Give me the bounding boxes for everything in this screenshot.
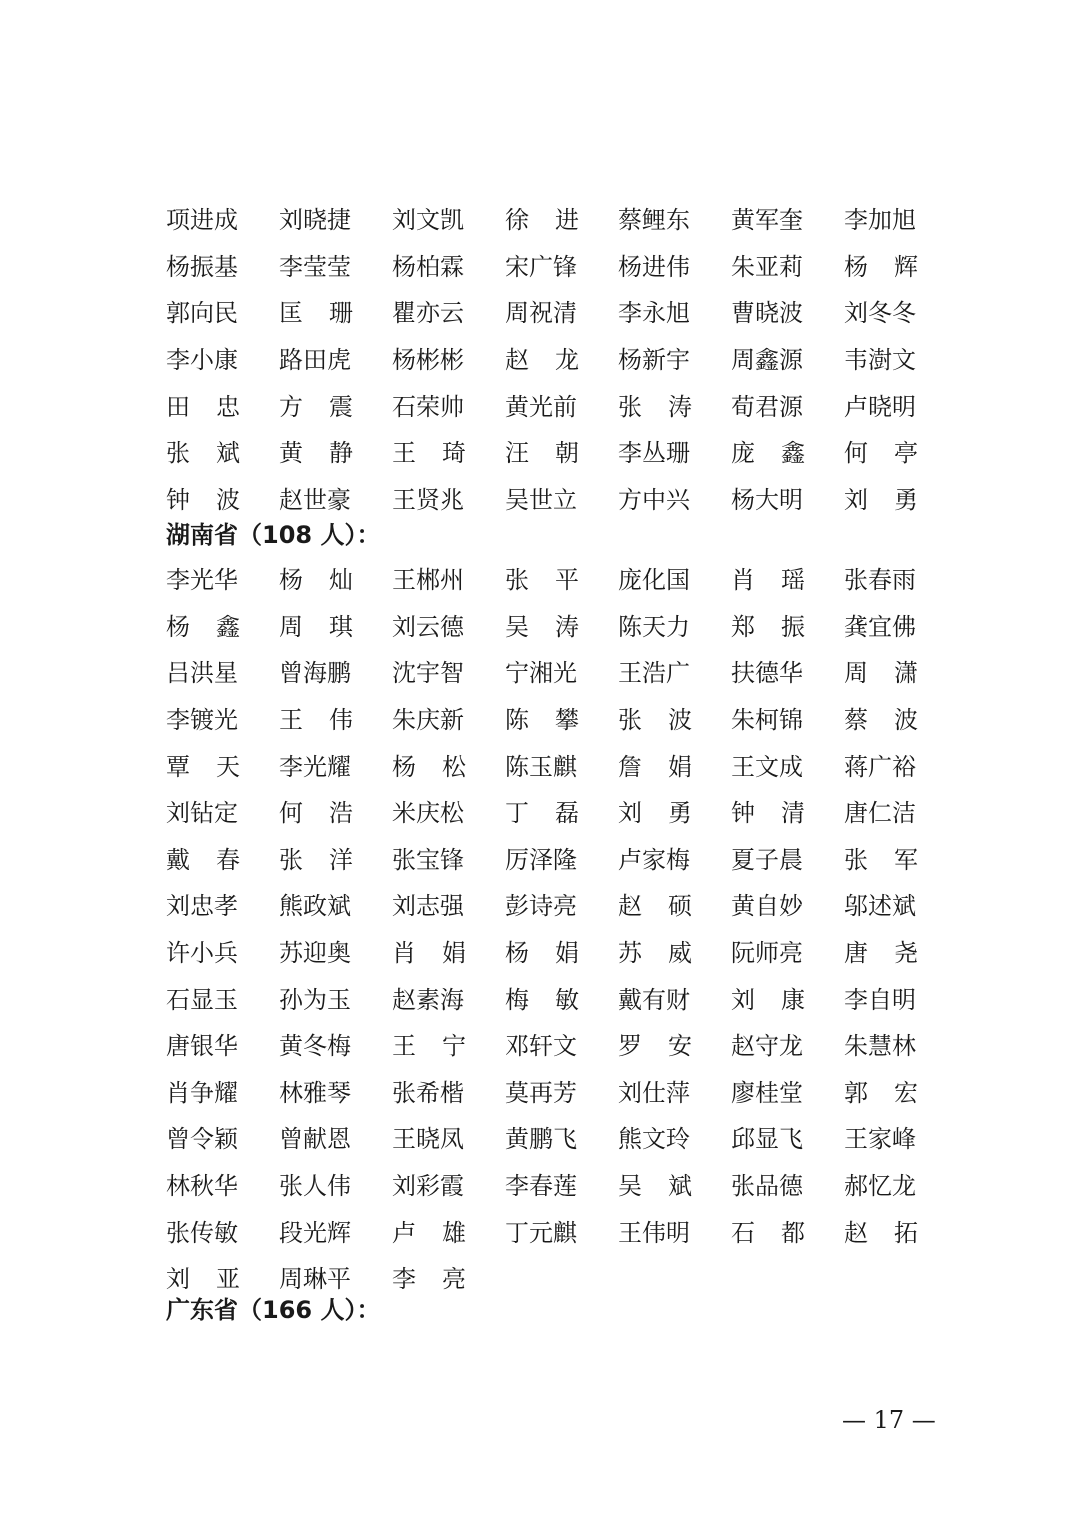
person-name: 龚宜佛 [844,612,916,641]
name-row [166,1116,926,1163]
person-name: 钟 波 [166,485,240,514]
name-row [166,557,926,604]
person-name: 吴 斌 [618,1172,692,1201]
person-name: 吴 涛 [505,612,579,641]
person-name: 黄军奎 [731,206,803,235]
person-name: 詹 娟 [618,752,692,781]
person-name: 朱庆新 [392,706,464,735]
name-row [166,1023,926,1070]
person-name: 王贤兆 [392,485,464,514]
person-name: 方中兴 [618,485,690,514]
person-name: 蔡 波 [844,706,918,735]
name-list-continued [166,197,926,523]
person-name: 郑 振 [731,612,805,641]
person-name: 刘忠孝 [166,892,238,921]
section-heading-hunan: 湖南省（108 人）： [166,521,381,549]
person-name: 杨新宇 [618,346,690,375]
person-name: 杨 娟 [505,939,579,968]
person-name: 路田虎 [279,346,351,375]
person-name: 黄光前 [505,392,577,421]
person-name: 王家峰 [844,1125,916,1154]
person-name: 刘晓捷 [279,206,351,235]
person-name: 张宝锋 [392,845,464,874]
person-name: 郭向民 [166,299,238,328]
name-row [166,197,926,244]
person-name: 段光辉 [279,1218,351,1247]
person-name: 吴世立 [505,485,577,514]
person-name: 杨 松 [392,752,466,781]
person-name: 何 浩 [279,799,353,828]
person-name: 刘文凯 [392,206,464,235]
person-name: 张 波 [618,706,692,735]
person-name: 曾海鹏 [279,659,351,688]
person-name: 苏迎奥 [279,939,351,968]
person-name: 刘彩霞 [392,1172,464,1201]
person-name: 郝忆龙 [844,1172,916,1201]
person-name: 林秋华 [166,1172,238,1201]
person-name: 杨振基 [166,252,238,281]
person-name: 周琳平 [279,1265,351,1294]
name-row [166,883,926,930]
person-name: 李春莲 [505,1172,577,1201]
person-name: 唐 尧 [844,939,918,968]
person-name: 石显玉 [166,985,238,1014]
person-name: 宁湘光 [505,659,577,688]
person-name: 蒋广裕 [844,752,916,781]
name-row [166,930,926,977]
name-row [166,650,926,697]
person-name: 郭 宏 [844,1078,918,1107]
person-name: 蔡鲤东 [618,206,690,235]
person-name: 彭诗亮 [505,892,577,921]
name-row [166,604,926,651]
person-name: 杨柏霖 [392,252,464,281]
name-row [166,1163,926,1210]
person-name: 戴 春 [166,845,240,874]
person-name: 李莹莹 [279,252,351,281]
person-name: 张品德 [731,1172,803,1201]
person-name: 李永旭 [618,299,690,328]
person-name: 刘 勇 [844,485,918,514]
person-name: 何 亭 [844,439,918,468]
person-name: 刘志强 [392,892,464,921]
person-name: 黄 静 [279,439,353,468]
page-number: — 17 — [842,1406,936,1434]
person-name: 阮师亮 [731,939,803,968]
person-name: 方 震 [279,392,353,421]
person-name: 徐 进 [505,206,579,235]
person-name: 周鑫源 [731,346,803,375]
person-name: 熊文玲 [618,1125,690,1154]
person-name: 王 宁 [392,1032,466,1061]
person-name: 王伟明 [618,1218,690,1247]
person-name: 王 伟 [279,706,353,735]
person-name: 李丛珊 [618,439,690,468]
name-row [166,697,926,744]
person-name: 项进成 [166,206,238,235]
person-name: 赵 龙 [505,346,579,375]
person-name: 肖 瑶 [731,566,805,595]
person-name: 肖争耀 [166,1078,238,1107]
person-name: 李小康 [166,346,238,375]
person-name: 荀君源 [731,392,803,421]
person-name: 卢 雄 [392,1218,466,1247]
person-name: 黄鹏飞 [505,1125,577,1154]
person-name: 莫再芳 [505,1078,577,1107]
person-name: 邓轩文 [505,1032,577,1061]
person-name: 邱显飞 [731,1125,803,1154]
person-name: 李自明 [844,985,916,1014]
person-name: 庞化国 [618,566,690,595]
person-name: 王晓凤 [392,1125,464,1154]
person-name: 熊政斌 [279,892,351,921]
person-name: 张 涛 [618,392,692,421]
person-name: 张传敏 [166,1218,238,1247]
person-name: 瞿亦云 [392,299,464,328]
name-row [166,1209,926,1256]
person-name: 匡 珊 [279,299,353,328]
person-name: 陈 攀 [505,706,579,735]
person-name: 张 洋 [279,845,353,874]
name-row [166,337,926,384]
person-name: 陈天力 [618,612,690,641]
person-name: 杨 辉 [844,252,918,281]
person-name: 唐仁洁 [844,799,916,828]
person-name: 庞 鑫 [731,439,805,468]
person-name: 覃 天 [166,752,240,781]
person-name: 林雅琴 [279,1078,351,1107]
person-name: 张 斌 [166,439,240,468]
name-row [166,1070,926,1117]
person-name: 王 琦 [392,439,466,468]
person-name: 邬述斌 [844,892,916,921]
person-name: 杨 灿 [279,566,353,595]
person-name: 罗 安 [618,1032,692,1061]
person-name: 刘冬冬 [844,299,916,328]
person-name: 王浩广 [618,659,690,688]
person-name: 周 潇 [844,659,918,688]
person-name: 李 亮 [392,1265,466,1294]
person-name: 肖 娟 [392,939,466,968]
person-name: 卢家梅 [618,845,690,874]
person-name: 陈玉麒 [505,752,577,781]
person-name: 曾献恩 [279,1125,351,1154]
person-name: 刘 康 [731,985,805,1014]
person-name: 赵世豪 [279,485,351,514]
name-row [166,837,926,884]
person-name: 王郴州 [392,566,464,595]
person-name: 张 平 [505,566,579,595]
person-name: 田 忠 [166,392,240,421]
person-name: 唐银华 [166,1032,238,1061]
section-heading-guangdong: 广东省（166 人）： [166,1296,381,1324]
name-row [166,290,926,337]
person-name: 黄冬梅 [279,1032,351,1061]
person-name: 杨彬彬 [392,346,464,375]
person-name: 厉泽隆 [505,845,577,874]
name-row [166,383,926,430]
person-name: 黄自妙 [731,892,803,921]
person-name: 王文成 [731,752,803,781]
person-name: 钟 清 [731,799,805,828]
person-name: 苏 威 [618,939,692,968]
person-name: 杨进伟 [618,252,690,281]
person-name: 张 军 [844,845,918,874]
name-row [166,976,926,1023]
person-name: 戴有财 [618,985,690,1014]
person-name: 夏子晨 [731,845,803,874]
person-name: 许小兵 [166,939,238,968]
person-name: 周祝清 [505,299,577,328]
person-name: 赵 拓 [844,1218,918,1247]
person-name: 吕洪星 [166,659,238,688]
person-name: 朱亚莉 [731,252,803,281]
person-name: 廖桂堂 [731,1078,803,1107]
person-name: 刘 亚 [166,1265,240,1294]
name-row [166,430,926,477]
person-name: 石荣帅 [392,392,464,421]
person-name: 梅 敏 [505,985,579,1014]
person-name: 曹晓波 [731,299,803,328]
name-row [166,244,926,291]
person-name: 赵素海 [392,985,464,1014]
person-name: 米庆松 [392,799,464,828]
person-name: 张希楷 [392,1078,464,1107]
person-name: 卢晓明 [844,392,916,421]
person-name: 李镀光 [166,706,238,735]
name-row [166,477,926,524]
name-list-hunan [166,557,926,1303]
person-name: 扶德华 [731,659,803,688]
name-row [166,743,926,790]
person-name: 张人伟 [279,1172,351,1201]
person-name: 丁元麒 [505,1218,577,1247]
person-name: 孙为玉 [279,985,351,1014]
person-name: 曾令颖 [166,1125,238,1154]
person-name: 李光华 [166,566,238,595]
person-name: 刘 勇 [618,799,692,828]
person-name: 赵 硕 [618,892,692,921]
person-name: 丁 磊 [505,799,579,828]
person-name: 刘钻定 [166,799,238,828]
person-name: 汪 朝 [505,439,579,468]
person-name: 朱慧林 [844,1032,916,1061]
name-row [166,790,926,837]
person-name: 张春雨 [844,566,916,595]
person-name: 石 都 [731,1218,805,1247]
person-name: 刘云德 [392,612,464,641]
person-name: 沈宇智 [392,659,464,688]
person-name: 杨 鑫 [166,612,240,641]
person-name: 宋广锋 [505,252,577,281]
person-name: 周 琪 [279,612,353,641]
person-name: 杨大明 [731,485,803,514]
person-name: 韦澍文 [844,346,916,375]
person-name: 赵守龙 [731,1032,803,1061]
person-name: 李加旭 [844,206,916,235]
person-name: 朱柯锦 [731,706,803,735]
person-name: 刘仕萍 [618,1078,690,1107]
person-name: 李光耀 [279,752,351,781]
